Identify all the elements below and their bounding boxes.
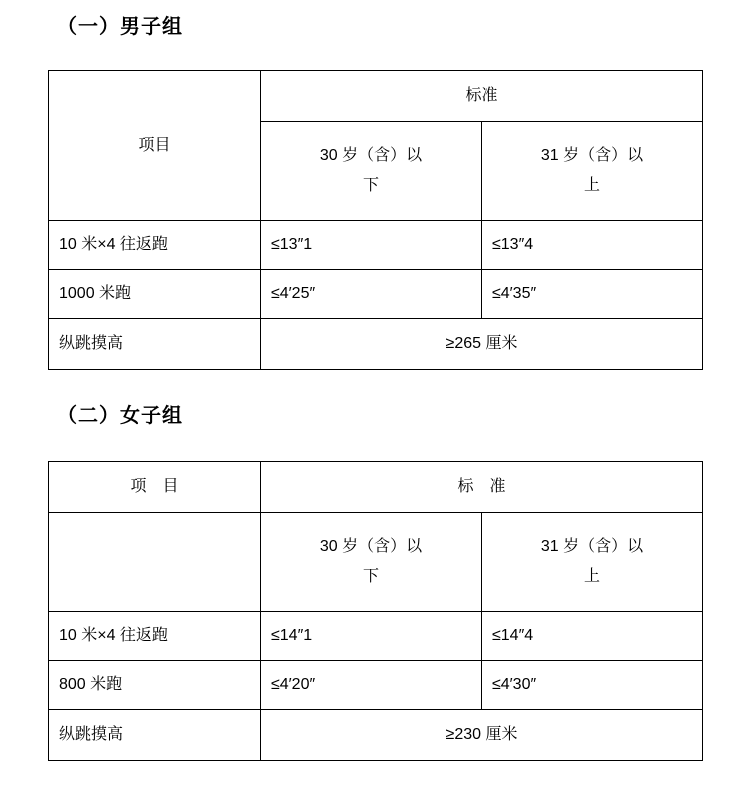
- header-cell-item-blank: [49, 513, 261, 612]
- table-row: [49, 612, 703, 661]
- row-value-vertical-jump: ≥265 厘米: [261, 319, 703, 370]
- row-value-shuttle-run-over31: ≤13″4: [482, 221, 703, 270]
- row-item-vertical-jump: 纵跳摸高: [49, 319, 261, 370]
- age-line-1: 30 岁（含）以: [319, 147, 423, 164]
- row-item-vertical-jump: 纵跳摸高: [49, 710, 261, 761]
- row-value-vertical-jump: ≥230 厘米: [261, 710, 703, 761]
- header-cell-age-under30: [261, 513, 482, 612]
- section-title-female: （二）女子组: [57, 405, 183, 427]
- header-cell-item: 项目: [49, 71, 261, 221]
- table-row: [49, 462, 703, 513]
- table-row: [49, 221, 703, 270]
- row-value-distance-run-over31: ≤4′30″: [482, 661, 703, 710]
- row-item-distance-run: 1000 米跑: [49, 270, 261, 319]
- age-line-2: 下: [362, 568, 379, 585]
- table-row: [49, 661, 703, 710]
- age-line-1: 31 岁（含）以: [540, 538, 644, 555]
- row-value-shuttle-run-over31: ≤14″4: [482, 612, 703, 661]
- age-line-2: 上: [584, 177, 601, 194]
- row-item-distance-run: 800 米跑: [49, 661, 261, 710]
- table-row: [49, 710, 703, 761]
- row-value-shuttle-run-under30: ≤13″1: [261, 221, 482, 270]
- header-cell-item: 项 目: [49, 462, 261, 513]
- table-row: [49, 319, 703, 370]
- row-value-distance-run-under30: ≤4′20″: [261, 661, 482, 710]
- age-line-2: 下: [362, 177, 379, 194]
- age-line-1: 31 岁（含）以: [540, 147, 644, 164]
- header-cell-standard: 标 准: [261, 462, 703, 513]
- table-row: [49, 513, 703, 612]
- age-line-2: 上: [584, 568, 601, 585]
- row-item-shuttle-run: 10 米×4 往返跑: [49, 221, 261, 270]
- standards-table-female: [48, 461, 703, 761]
- header-cell-age-over31: [482, 122, 703, 221]
- row-value-distance-run-over31: ≤4′35″: [482, 270, 703, 319]
- row-value-distance-run-under30: ≤4′25″: [261, 270, 482, 319]
- row-value-shuttle-run-under30: ≤14″1: [261, 612, 482, 661]
- header-cell-standard: 标准: [261, 71, 703, 122]
- header-cell-age-over31: [482, 513, 703, 612]
- section-title-male: （一）男子组: [57, 16, 183, 38]
- standards-table-male: [48, 70, 703, 370]
- age-line-1: 30 岁（含）以: [319, 538, 423, 555]
- table-row: [49, 270, 703, 319]
- table-row: [49, 71, 703, 122]
- header-cell-age-under30: [261, 122, 482, 221]
- row-item-shuttle-run: 10 米×4 往返跑: [49, 612, 261, 661]
